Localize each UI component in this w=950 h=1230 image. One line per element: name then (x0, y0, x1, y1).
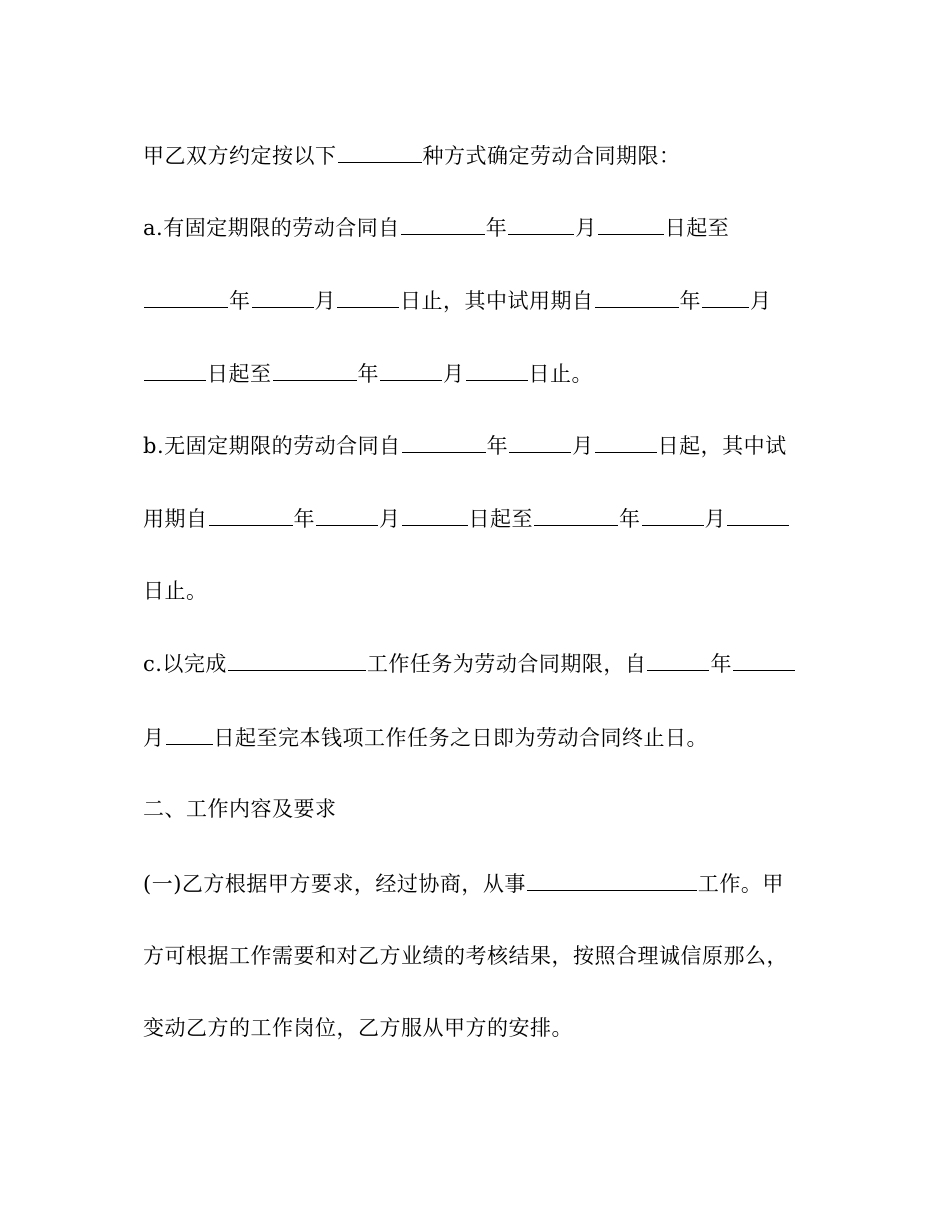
text-segment: 月 (379, 507, 401, 531)
text-segment: 日起至 (468, 507, 533, 531)
fill-in-blank[interactable] (642, 504, 704, 526)
text-segment: 年 (229, 289, 251, 313)
paragraph-probation-end (143, 359, 823, 389)
text-segment: 方可根据工作需要和对乙方业绩的考核结果，按照合理诚信原那么， (143, 944, 788, 968)
fill-in-blank[interactable] (316, 504, 378, 526)
text-segment: 工作。甲 (697, 872, 784, 896)
text-segment: 年 (486, 434, 509, 458)
fill-in-blank[interactable] (338, 141, 422, 163)
text-segment: 日起至完本钱项工作任务之日即为劳动合同终止日。 (213, 726, 708, 750)
text-segment: 日起，其中试 (657, 434, 787, 458)
fill-in-blank[interactable] (733, 649, 795, 671)
text-segment: (一)乙方根据甲方要求，经过协商，从事 (143, 872, 526, 896)
text-segment: 年 (679, 289, 701, 313)
fill-in-blank[interactable] (252, 286, 314, 308)
text-segment: 年 (357, 362, 379, 386)
text-segment: 变动乙方的工作岗位，乙方服从甲方的安排。 (143, 1016, 573, 1040)
fill-in-blank[interactable] (509, 431, 571, 453)
fill-in-blank[interactable] (166, 723, 213, 745)
text-segment: 年 (485, 216, 508, 240)
fill-in-blank[interactable] (702, 286, 749, 308)
fill-in-blank[interactable] (144, 286, 228, 308)
paragraph-open-term-cont (143, 504, 823, 534)
text-segment: 月 (572, 434, 594, 458)
fill-in-blank[interactable] (273, 359, 357, 381)
text-segment: c.以完成 (143, 652, 227, 676)
text-segment: 甲乙双方约定按以下 (143, 144, 337, 168)
fill-in-blank[interactable] (466, 359, 528, 381)
section-heading (143, 794, 823, 824)
paragraph-fixed-term (143, 213, 823, 243)
text-segment: 年 (619, 507, 641, 531)
fill-in-blank[interactable] (401, 213, 485, 235)
fill-in-blank[interactable] (144, 359, 206, 381)
fill-in-blank[interactable] (402, 431, 486, 453)
paragraph-job-duty (143, 869, 823, 899)
text-segment: 月 (704, 507, 726, 531)
text-segment: 日起至 (664, 216, 730, 240)
paragraph-job-duty-cont (143, 941, 823, 971)
text-segment: a.有固定期限的劳动合同自 (143, 216, 400, 240)
text-segment: 年 (710, 652, 732, 676)
text-segment: 日止。 (143, 579, 208, 603)
fill-in-blank[interactable] (508, 213, 574, 235)
paragraph-term-method (143, 141, 823, 171)
paragraph-job-duty-end (143, 1013, 823, 1043)
fill-in-blank[interactable] (598, 213, 664, 235)
text-segment: 月 (143, 726, 165, 750)
fill-in-blank[interactable] (228, 649, 366, 671)
text-segment: 年 (293, 507, 315, 531)
fill-in-blank[interactable] (727, 504, 789, 526)
fill-in-blank[interactable] (337, 286, 399, 308)
fill-in-blank[interactable] (402, 504, 468, 526)
fill-in-blank[interactable] (595, 286, 679, 308)
text-segment: 日止，其中试用期自 (400, 289, 594, 313)
text-segment: 工作任务为劳动合同期限，自 (366, 652, 647, 676)
paragraph-open-term (143, 431, 823, 461)
section-title: 二、工作内容及要求 (143, 797, 337, 821)
paragraph-fixed-term-cont (143, 286, 823, 316)
text-segment: 种方式确定劳动合同期限： (422, 144, 681, 168)
text-segment: 月 (575, 216, 597, 240)
fill-in-blank[interactable] (380, 359, 442, 381)
fill-in-blank[interactable] (595, 431, 657, 453)
text-segment: 用期自 (143, 507, 208, 531)
fill-in-blank[interactable] (647, 649, 709, 671)
paragraph-task-term-cont (143, 723, 823, 753)
text-segment: 月 (314, 289, 336, 313)
text-segment: 日起至 (207, 362, 272, 386)
text-segment: 日止。 (528, 362, 593, 386)
paragraph-open-term-end (143, 576, 823, 606)
paragraph-task-term (143, 649, 823, 679)
fill-in-blank[interactable] (209, 504, 293, 526)
text-segment: 月 (443, 362, 465, 386)
fill-in-blank[interactable] (534, 504, 618, 526)
text-segment: b.无固定期限的劳动合同自 (143, 434, 401, 458)
text-segment: 月 (750, 289, 772, 313)
fill-in-blank[interactable] (527, 869, 697, 891)
